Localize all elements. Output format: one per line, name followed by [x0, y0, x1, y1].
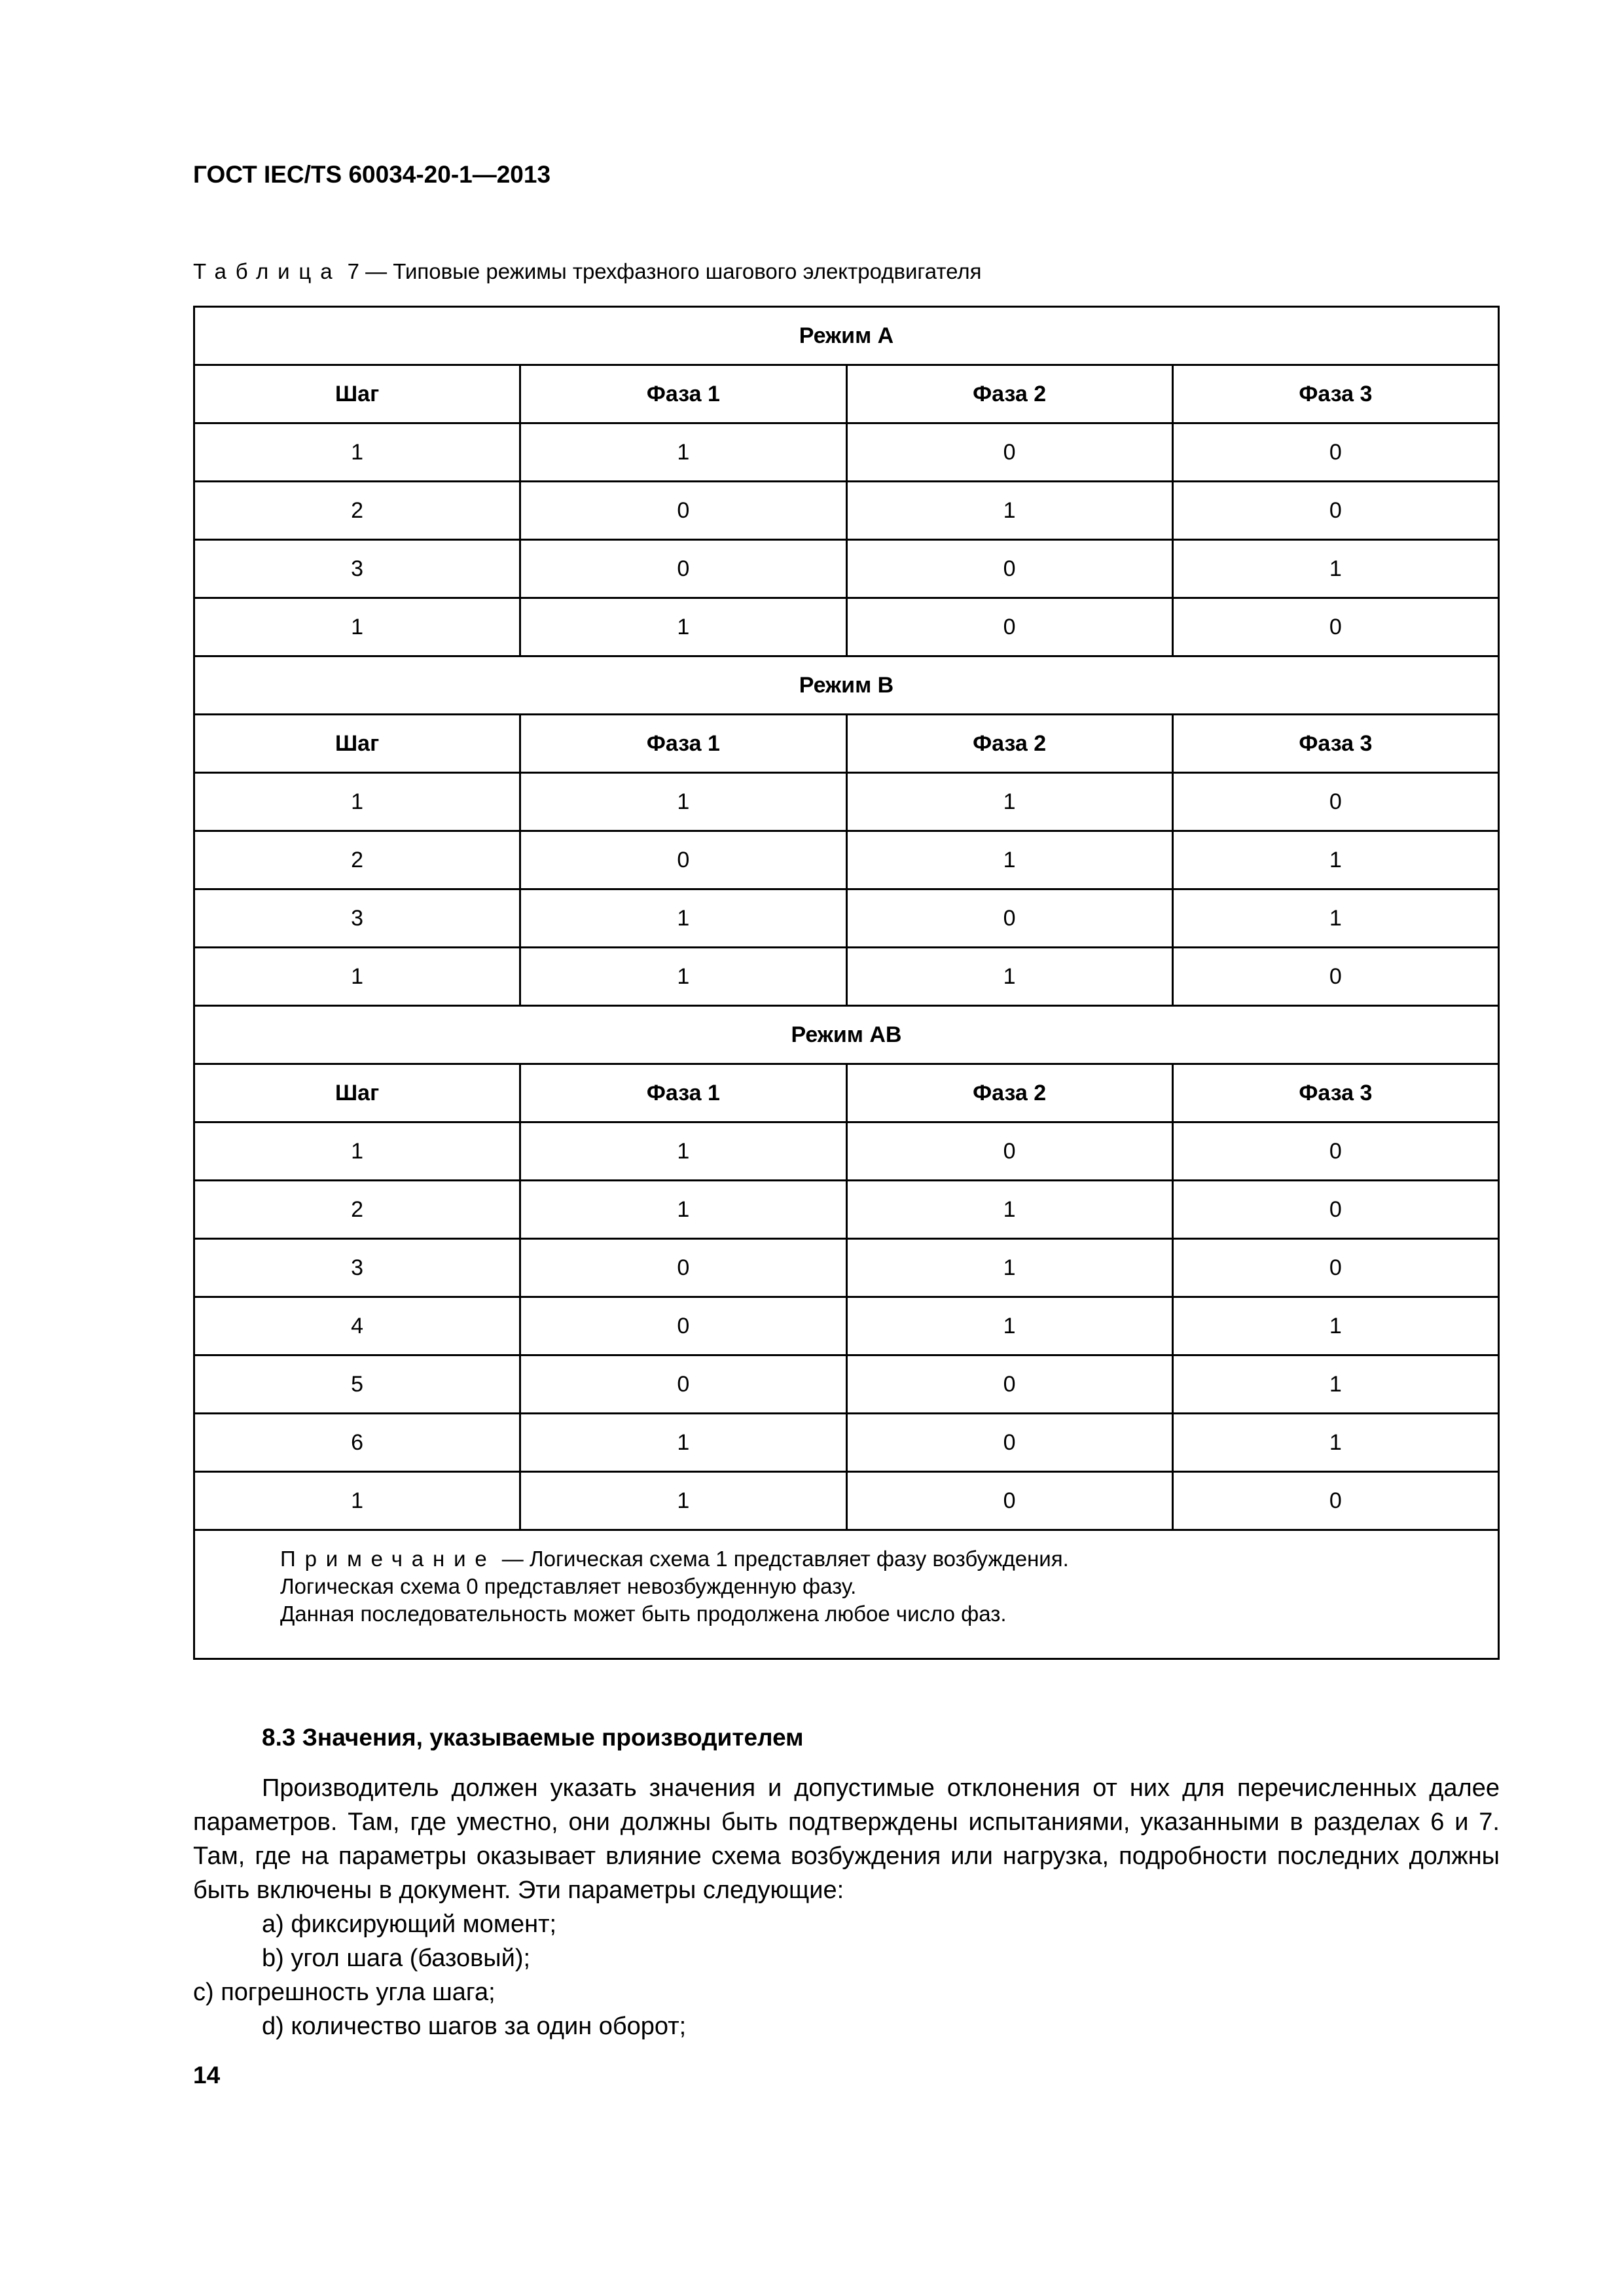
table-row [194, 423, 1499, 482]
table-row [194, 598, 1499, 656]
list-item: a) фиксирующий момент; [262, 1910, 557, 1938]
table-caption [193, 260, 982, 282]
cell-phase-3: 1 [1172, 1355, 1498, 1414]
column-header-step: Шаг [194, 365, 520, 423]
cell-step: 3 [194, 540, 520, 598]
cell-phase-3: 0 [1172, 482, 1498, 540]
cell-phase-1: 1 [520, 1122, 846, 1181]
column-header-row [194, 365, 1499, 423]
page-number: 14 [193, 2062, 221, 2089]
table-note-row [194, 1530, 1499, 1659]
cell-phase-3: 1 [1172, 1414, 1498, 1472]
cell-phase-3: 0 [1172, 1122, 1498, 1181]
cell-phase-2: 1 [846, 773, 1172, 831]
table-row [194, 1122, 1499, 1181]
table-row [194, 773, 1499, 831]
cell-phase-2: 1 [846, 1297, 1172, 1355]
column-header-phase-3: Фаза 3 [1172, 715, 1498, 773]
cell-step: 2 [194, 1181, 520, 1239]
table-row [194, 831, 1499, 889]
note-line-2: Логическая схема 0 представляет невозбужденную фазу. [280, 1574, 857, 1598]
cell-phase-2: 0 [846, 1472, 1172, 1530]
column-header-phase-2: Фаза 2 [846, 1064, 1172, 1122]
column-header-phase-3: Фаза 3 [1172, 1064, 1498, 1122]
cell-phase-3: 0 [1172, 1239, 1498, 1297]
column-header-row [194, 1064, 1499, 1122]
cell-phase-2: 1 [846, 831, 1172, 889]
cell-step: 5 [194, 1355, 520, 1414]
table-row [194, 1239, 1499, 1297]
cell-phase-2: 0 [846, 598, 1172, 656]
section-paragraph: Производитель должен указать значения и допустимые отклонения от них для перечисленных далее параметров. Там, где уместно, они должны быть подтверждены испытаниями, указанными в разделах 6 и 7. Там, где на параметры оказывает влияние схема возбуждения или нагрузка, подробности последних должны быть включены в документ. Эти параметры следующие: [193, 1774, 1500, 1904]
table-row [194, 1355, 1499, 1414]
cell-phase-2: 0 [846, 1414, 1172, 1472]
stepper-modes-table [193, 306, 1500, 1660]
column-header-phase-3: Фаза 3 [1172, 365, 1498, 423]
cell-phase-3: 0 [1172, 1181, 1498, 1239]
table-row [194, 482, 1499, 540]
column-header-step: Шаг [194, 1064, 520, 1122]
cell-step: 2 [194, 482, 520, 540]
cell-phase-2: 0 [846, 540, 1172, 598]
list-item: d) количество шагов за один оборот; [262, 2013, 687, 2040]
cell-phase-1: 1 [520, 1472, 846, 1530]
table-row [194, 1181, 1499, 1239]
cell-phase-3: 0 [1172, 598, 1498, 656]
cell-phase-3: 0 [1172, 948, 1498, 1006]
cell-step: 1 [194, 773, 520, 831]
column-header-phase-2: Фаза 2 [846, 365, 1172, 423]
note-line-3: Данная последовательность может быть продолжена любое число фаз. [280, 1602, 1007, 1626]
column-header-step: Шаг [194, 715, 520, 773]
cell-phase-1: 0 [520, 482, 846, 540]
note-label: Примечание [280, 1547, 496, 1571]
parameter-list [193, 1907, 1500, 2043]
cell-phase-2: 1 [846, 1181, 1172, 1239]
column-header-phase-2: Фаза 2 [846, 715, 1172, 773]
table-row [194, 1472, 1499, 1530]
cell-phase-3: 1 [1172, 1297, 1498, 1355]
cell-step: 1 [194, 1122, 520, 1181]
document-code-header: ГОСТ IEC/TS 60034-20-1—2013 [193, 161, 551, 188]
column-header-phase-1: Фаза 1 [520, 365, 846, 423]
cell-phase-1: 1 [520, 948, 846, 1006]
cell-phase-1: 1 [520, 773, 846, 831]
mode-b-title: Режим В [194, 656, 1499, 715]
cell-step: 1 [194, 948, 520, 1006]
cell-phase-2: 0 [846, 889, 1172, 948]
cell-step: 3 [194, 1239, 520, 1297]
cell-phase-1: 1 [520, 1414, 846, 1472]
cell-phase-3: 1 [1172, 831, 1498, 889]
cell-step: 2 [194, 831, 520, 889]
table-caption-label: Таблица [193, 259, 342, 283]
cell-phase-2: 1 [846, 948, 1172, 1006]
cell-step: 1 [194, 1472, 520, 1530]
mode-ab-title: Режим АВ [194, 1006, 1499, 1064]
cell-step: 1 [194, 598, 520, 656]
cell-step: 6 [194, 1414, 520, 1472]
table-row [194, 889, 1499, 948]
cell-phase-1: 0 [520, 540, 846, 598]
cell-step: 4 [194, 1297, 520, 1355]
mode-title-row [194, 1006, 1499, 1064]
cell-phase-3: 0 [1172, 1472, 1498, 1530]
table-row [194, 1297, 1499, 1355]
cell-phase-2: 1 [846, 482, 1172, 540]
cell-phase-2: 0 [846, 423, 1172, 482]
cell-phase-1: 1 [520, 598, 846, 656]
cell-phase-3: 1 [1172, 889, 1498, 948]
note-line-1 [280, 1545, 1498, 1573]
column-header-phase-1: Фаза 1 [520, 715, 846, 773]
section-heading: 8.3 Значения, указываемые производителем [262, 1724, 804, 1751]
mode-title-row [194, 656, 1499, 715]
list-item: c) погрешность угла шага; [193, 1979, 496, 2006]
cell-phase-1: 1 [520, 1181, 846, 1239]
cell-step: 3 [194, 889, 520, 948]
mode-a-title: Режим А [194, 307, 1499, 365]
cell-phase-1: 1 [520, 889, 846, 948]
table-caption-text: 7 — Типовые режимы трехфазного шагового электродвигателя [347, 259, 982, 283]
cell-phase-3: 1 [1172, 540, 1498, 598]
table-row [194, 540, 1499, 598]
cell-step: 1 [194, 423, 520, 482]
note-line-1-text: — Логическая схема 1 представляет фазу возбуждения. [496, 1547, 1069, 1571]
column-header-phase-1: Фаза 1 [520, 1064, 846, 1122]
cell-phase-3: 0 [1172, 423, 1498, 482]
cell-phase-2: 1 [846, 1239, 1172, 1297]
cell-phase-1: 0 [520, 1297, 846, 1355]
list-item: b) угол шага (базовый); [262, 1945, 531, 1972]
cell-phase-1: 0 [520, 1239, 846, 1297]
cell-phase-2: 0 [846, 1355, 1172, 1414]
cell-phase-1: 0 [520, 831, 846, 889]
cell-phase-1: 1 [520, 423, 846, 482]
cell-phase-3: 0 [1172, 773, 1498, 831]
table-row [194, 1414, 1499, 1472]
cell-phase-1: 0 [520, 1355, 846, 1414]
table-note [194, 1530, 1499, 1659]
mode-title-row [194, 307, 1499, 365]
column-header-row [194, 715, 1499, 773]
table-row [194, 948, 1499, 1006]
cell-phase-2: 0 [846, 1122, 1172, 1181]
